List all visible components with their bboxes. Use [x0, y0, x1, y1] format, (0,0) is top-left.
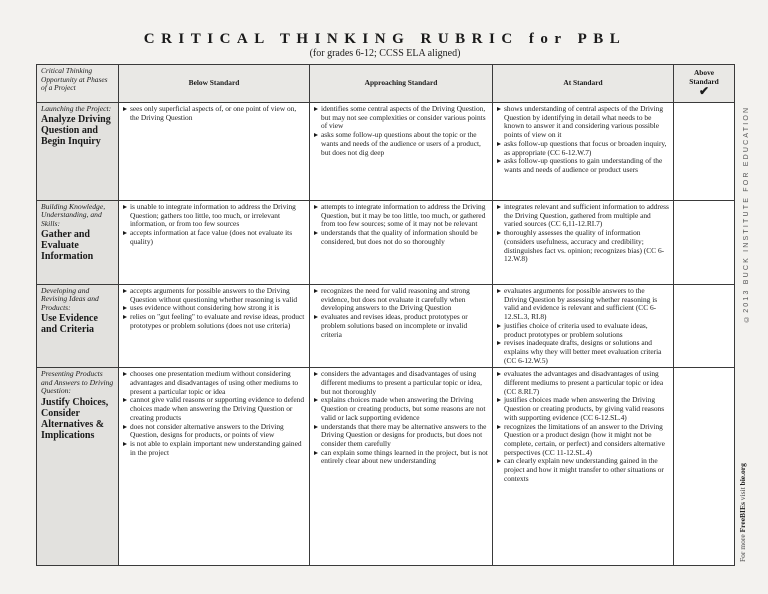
copyright-notice: ©2013 BUCK INSTITUTE FOR EDUCATION — [743, 105, 750, 322]
indicator-list — [497, 287, 669, 365]
indicator-item: does not consider alternative answers to the Driving Question, designs for products, or points of view — [123, 423, 305, 440]
page-subtitle: (for grades 6-12; CCSS ELA aligned) — [309, 48, 461, 59]
approaching-standard-cell — [310, 103, 493, 201]
indicator-item: asks follow-up questions that focus or broaden inquiry, as appropriate (CC 6-12.W.7) — [497, 140, 669, 157]
indicator-item: is not able to explain important new understanding gained in the project — [123, 440, 305, 457]
above-standard-cell — [674, 285, 735, 368]
at-standard-cell — [493, 285, 674, 368]
above-line1: Above — [693, 68, 715, 78]
indicator-list — [314, 203, 488, 247]
indicator-item: recognizes the limitations of an answer to the Driving Question or a product design (how it might not be complete, certain, or perfect) and considers alternative perspectives (CC 11-12.SL.4) — [497, 423, 669, 458]
indicator-item: considers the advantages and disadvantages of using different mediums to present a particular topic or idea, but not thoroughly — [314, 370, 488, 396]
indicator-item: understands that the quality of information should be considered, but does not do so thoroughly — [314, 229, 488, 246]
indicator-item: chooses one presentation medium without considering advantages and disadvantages of using other mediums to present a particular topic or idea — [123, 370, 305, 396]
header-criteria: Critical Thinking Opportunity at Phases of a Project — [37, 65, 119, 103]
checkmark-icon: ✔ — [698, 83, 710, 98]
header-below-standard: Below Standard — [119, 65, 310, 103]
header-above-standard — [674, 65, 735, 103]
indicator-list — [314, 105, 488, 157]
approaching-standard-cell — [310, 368, 493, 566]
indicator-item: evaluates the advantages and disadvantages of using different mediums to present a particular topic or idea (CC 8.RI.7) — [497, 370, 669, 396]
below-standard-cell — [119, 201, 310, 285]
indicator-item: is unable to integrate information to address the Driving Question; gathers too little, too much, or irrelevant information, or from too few sources — [123, 203, 305, 229]
indicator-item: can explain some things learned in the project, but is not entirely clear about new understanding — [314, 449, 488, 466]
rubric-row — [37, 103, 735, 201]
at-standard-cell — [493, 368, 674, 566]
indicator-list — [497, 370, 669, 483]
criteria-cell — [37, 285, 119, 368]
rubric-body — [37, 103, 735, 566]
indicator-item: attempts to integrate information to address the Driving Question, but it may be too little, too much, or gathered from too few sources; some of it may not be relevant — [314, 203, 488, 229]
indicator-item: justifies choices made when answering the Driving Question or creating products, by giving valid reasons with supporting evidence (CC 6-12.SL.4) — [497, 396, 669, 422]
indicator-list — [123, 203, 305, 247]
above-standard-cell — [674, 201, 735, 285]
criteria-cell — [37, 201, 119, 285]
approaching-standard-cell — [310, 285, 493, 368]
freebies-note — [738, 430, 747, 562]
rubric-row — [37, 285, 735, 368]
indicator-item: integrates relevant and sufficient information to address the Driving Question, gathered from multiple and varied sources (CC 6,11-12.RI.7) — [497, 203, 669, 229]
indicator-item: cannot give valid reasons or supporting evidence to defend choices made when answering the Driving Question or creating products — [123, 396, 305, 422]
criteria-title: Gather and Evaluate Information — [41, 229, 94, 263]
criteria-cell — [37, 368, 119, 566]
phase-label: Building Knowledge, Understanding, and Skills: — [41, 202, 106, 228]
phase-label: Presenting Products and Answers to Driving Question: — [41, 369, 114, 396]
header-approaching-standard: Approaching Standard — [310, 65, 493, 103]
indicator-item: identifies some central aspects of the Driving Question, but may not see complexities or consider various points of view — [314, 105, 488, 131]
indicator-list — [123, 370, 305, 457]
indicator-item: asks some follow-up questions about the topic or the wants and needs of the audience or users of a product, but does not dig deep — [314, 131, 488, 157]
indicator-item: asks follow-up questions to gain understanding of the wants and needs of audience or product users — [497, 157, 669, 174]
indicator-list — [314, 287, 488, 339]
rubric-table — [36, 64, 735, 566]
below-standard-cell — [119, 285, 310, 368]
freebies-prefix: For more — [738, 532, 747, 562]
indicator-item: thoroughly assesses the quality of information (considers usefulness, accuracy and credibility; distinguishes fact vs. opinion; recognizes bias) (CC 6-12.W.8) — [497, 229, 669, 264]
indicator-item: sees only superficial aspects of, or one point of view on, the Driving Question — [123, 105, 305, 122]
criteria-title: Justify Choices, Consider Alternatives & Implications — [41, 396, 109, 441]
indicator-item: explains choices made when answering the Driving Question or creating products, but some reasons are not valid or lack supporting evidence — [314, 396, 488, 422]
indicator-item: uses evidence without considering how strong it is — [123, 304, 305, 313]
indicator-item: evaluates and revises ideas, product prototypes or problem solutions based on incomplete or invalid criteria — [314, 313, 488, 339]
indicator-list — [497, 105, 669, 175]
indicator-item: shows understanding of central aspects of the Driving Question by identifying in detail what needs to be known to answer it and considering various possible points of view on it — [497, 105, 669, 140]
indicator-list — [123, 105, 305, 122]
above-standard-cell — [674, 103, 735, 201]
phase-label: Developing and Revising Ideas and Products: — [41, 286, 99, 312]
freebies-brand: FreeBIEs — [738, 502, 747, 533]
criteria-title: Use Evidence and Criteria — [41, 313, 98, 336]
at-standard-cell — [493, 103, 674, 201]
indicator-list — [497, 203, 669, 264]
above-standard-cell — [674, 368, 735, 566]
below-standard-cell — [119, 103, 310, 201]
rubric-row — [37, 201, 735, 285]
freebies-url: bie.org — [738, 463, 747, 486]
indicator-item: recognizes the need for valid reasoning and strong evidence, but does not evaluate it carefully when developing answers to the Driving Question — [314, 287, 488, 313]
phase-label: Launching the Project: — [41, 104, 112, 113]
below-standard-cell — [119, 368, 310, 566]
header-at-standard: At Standard — [493, 65, 674, 103]
freebies-mid: visit — [738, 485, 747, 503]
rubric-row — [37, 368, 735, 566]
indicator-item: accepts arguments for possible answers to the Driving Question without questioning whether reasoning is valid — [123, 287, 305, 304]
indicator-item: accepts information at face value (does not evaluate its quality) — [123, 229, 305, 246]
indicator-item: understands that there may be alternative answers to the Driving Question or designs for products, but does not consider them carefully — [314, 423, 488, 449]
indicator-item: evaluates arguments for possible answers to the Driving Question by assessing whether reasoning is valid and evidence is relevant and sufficient (CC 6-12.SL.3, RI.8) — [497, 287, 669, 322]
at-standard-cell — [493, 201, 674, 285]
criteria-title: Analyze Driving Question and Begin Inquiry — [41, 114, 111, 148]
indicator-list — [314, 370, 488, 466]
criteria-cell — [37, 103, 119, 201]
indicator-item: justifies choice of criteria used to evaluate ideas, product prototypes or problem solutions — [497, 322, 669, 339]
indicator-item: can clearly explain new understanding gained in the project and how it might transfer to other situations or contexts — [497, 457, 669, 483]
indicator-list — [123, 287, 305, 331]
approaching-standard-cell — [310, 201, 493, 285]
rubric-page — [36, 28, 734, 566]
page-title: CRITICAL THINKING RUBRIC for PBL — [143, 31, 627, 47]
indicator-item: revises inadequate drafts, designs or solutions and explains why they will better meet evaluation criteria (CC 6-12.W.5) — [497, 339, 669, 365]
above-line2: Standard — [689, 77, 719, 87]
indicator-item: relies on "gut feeling" to evaluate and revise ideas, product prototypes or problem solutions (does not use criteria) — [123, 313, 305, 330]
